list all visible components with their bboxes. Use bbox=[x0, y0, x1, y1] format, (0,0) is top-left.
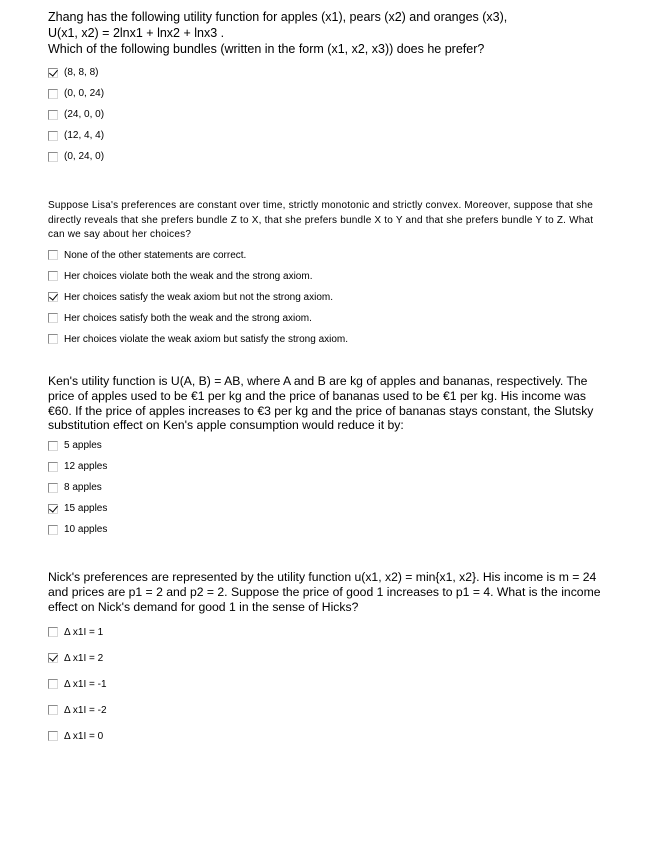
checkbox[interactable] bbox=[48, 679, 58, 689]
question-1-line-3: Which of the following bundles (written in the form (x1, x2, x3)) does he prefer? bbox=[48, 42, 485, 56]
option-label: (0, 0, 24) bbox=[64, 88, 105, 99]
option-q2-5[interactable] bbox=[48, 329, 608, 350]
option-label: Her choices violate the weak axiom but satisfy the strong axiom. bbox=[64, 333, 349, 345]
option-label: Her choices violate both the weak and the strong axiom. bbox=[64, 270, 313, 282]
option-label: (8, 8, 8) bbox=[64, 67, 99, 78]
option-label: 5 apples bbox=[64, 440, 102, 452]
checkbox[interactable] bbox=[48, 731, 58, 741]
option-q4-5[interactable] bbox=[48, 723, 608, 749]
option-label: None of the other statements are correct. bbox=[64, 249, 247, 261]
checkbox[interactable] bbox=[48, 292, 58, 302]
option-label: Δ x1I = -1 bbox=[64, 678, 107, 690]
checkbox[interactable] bbox=[48, 483, 58, 493]
option-q4-4[interactable] bbox=[48, 697, 608, 723]
question-3-stem: Ken's utility function is U(A, B) = AB, where A and B are kg of apples and bananas, respectively. The price of apples used to be €1 per kg and the price of bananas used to be €1 per kg. His income was €60. If the price of apples increases to €3 per kg and the price of bananas stays constant, the Slutsky substitution effect on Ken's apple consumption would reduce it by: bbox=[48, 374, 594, 433]
checkbox[interactable] bbox=[48, 313, 58, 323]
question-4-stem: Nick's preferences are represented by the utility function u(x1, x2) = min{x1, x2}. His income is m = 24 and prices are p1 = 2 and p2 = 2. Suppose the price of good 1 increases to p1 = 4. What is the income effect on Nick's demand for good 1 in the sense of Hicks? bbox=[48, 570, 601, 614]
option-label: Δ x1I = 2 bbox=[64, 652, 104, 664]
option-label: (24, 0, 0) bbox=[64, 109, 105, 120]
option-label: Her choices satisfy the weak axiom but not the strong axiom. bbox=[64, 291, 334, 303]
option-q3-5[interactable] bbox=[48, 519, 608, 540]
option-label: Δ x1I = 0 bbox=[64, 730, 104, 742]
checkbox[interactable] bbox=[48, 504, 58, 514]
option-label: Her choices satisfy both the weak and the strong axiom. bbox=[64, 312, 312, 324]
checkbox[interactable] bbox=[48, 334, 58, 344]
option-label: 8 apples bbox=[64, 482, 102, 494]
checkbox[interactable] bbox=[48, 653, 58, 663]
option-q1-2[interactable] bbox=[48, 83, 608, 104]
checkbox[interactable] bbox=[48, 250, 58, 260]
checkbox[interactable] bbox=[48, 89, 58, 99]
option-q4-3[interactable] bbox=[48, 671, 608, 697]
option-q3-3[interactable] bbox=[48, 477, 608, 498]
option-q4-2[interactable] bbox=[48, 645, 608, 671]
option-q1-5[interactable] bbox=[48, 146, 608, 167]
option-q2-4[interactable] bbox=[48, 308, 608, 329]
question-1 bbox=[48, 9, 608, 167]
option-label: 10 apples bbox=[64, 524, 108, 536]
option-q4-1[interactable] bbox=[48, 619, 608, 645]
question-1-options bbox=[48, 62, 608, 167]
checkbox[interactable] bbox=[48, 152, 58, 162]
question-1-line-2: U(x1, x2) = 2lnx1 + lnx2 + lnx3 . bbox=[48, 26, 225, 40]
option-q3-2[interactable] bbox=[48, 456, 608, 477]
question-3 bbox=[48, 374, 608, 540]
option-q1-4[interactable] bbox=[48, 125, 608, 146]
option-label: Δ x1I = 1 bbox=[64, 626, 104, 638]
checkbox[interactable] bbox=[48, 271, 58, 281]
option-label: 12 apples bbox=[64, 461, 108, 473]
checkbox[interactable] bbox=[48, 441, 58, 451]
question-2 bbox=[48, 199, 608, 350]
option-label: 15 apples bbox=[64, 503, 108, 515]
option-q2-3[interactable] bbox=[48, 287, 608, 308]
checkbox[interactable] bbox=[48, 131, 58, 141]
option-q3-1[interactable] bbox=[48, 435, 608, 456]
option-label: (0, 24, 0) bbox=[64, 151, 105, 162]
checkbox[interactable] bbox=[48, 705, 58, 715]
checkbox[interactable] bbox=[48, 110, 58, 120]
checkbox[interactable] bbox=[48, 525, 58, 535]
question-4 bbox=[48, 570, 608, 749]
checkbox[interactable] bbox=[48, 68, 58, 78]
question-2-stem: Suppose Lisa's preferences are constant over time, strictly monotonic and strictly convex. Moreover, suppose that she directly reveals that she prefers bundle Z to X, that she prefers bundle X to Y and that she prefers bundle Y to Z. What can we say about her choices? bbox=[48, 200, 594, 240]
checkbox[interactable] bbox=[48, 462, 58, 472]
question-4-options bbox=[48, 619, 608, 749]
option-q2-1[interactable] bbox=[48, 245, 608, 266]
question-2-options bbox=[48, 245, 608, 350]
question-3-options bbox=[48, 435, 608, 540]
option-label: (12, 4, 4) bbox=[64, 130, 105, 141]
option-q1-3[interactable] bbox=[48, 104, 608, 125]
checkbox[interactable] bbox=[48, 627, 58, 637]
option-q1-1[interactable] bbox=[48, 62, 608, 83]
option-q3-4[interactable] bbox=[48, 498, 608, 519]
option-q2-2[interactable] bbox=[48, 266, 608, 287]
question-1-stem bbox=[48, 9, 608, 57]
option-label: Δ x1I = -2 bbox=[64, 704, 107, 716]
question-1-line-1: Zhang has the following utility function for apples (x1), pears (x2) and oranges (x3), bbox=[48, 10, 508, 24]
